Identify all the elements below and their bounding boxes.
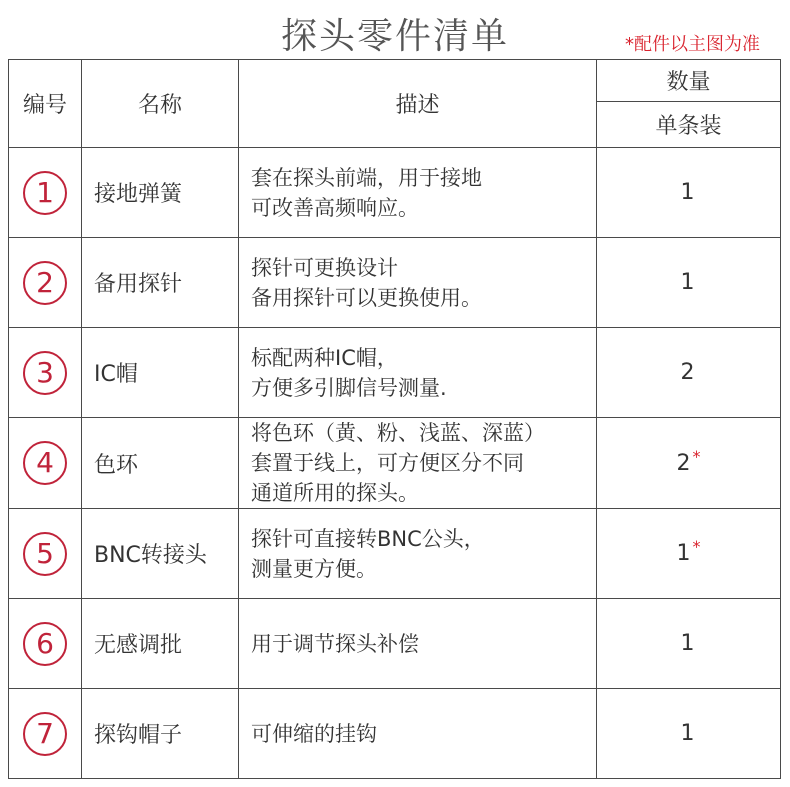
description-line: 方便多引脚信号测量. — [251, 375, 447, 400]
quantity-value: 1 — [680, 631, 695, 656]
table-row — [9, 689, 781, 779]
row-number-badge: 5 — [23, 532, 67, 576]
quantity-value: 1 — [680, 721, 695, 746]
row-number-badge: 4 — [23, 441, 67, 485]
row-number-cell — [9, 599, 82, 689]
row-number-cell — [9, 328, 82, 418]
asterisk-mark: * — [692, 537, 701, 556]
description-line: 探针可直接转BNC公头， — [251, 526, 485, 551]
row-name: 无感调批 — [82, 599, 239, 689]
header-quantity: 数量 — [597, 60, 781, 102]
row-number-cell — [9, 418, 82, 509]
quantity-value: 2 — [676, 450, 691, 476]
row-description — [239, 148, 597, 238]
row-name: BNC转接头 — [82, 509, 239, 599]
table-row — [9, 148, 781, 238]
row-number-cell — [9, 509, 82, 599]
row-description — [239, 328, 597, 418]
row-description — [239, 509, 597, 599]
table-row — [9, 599, 781, 689]
description-line: 测量更方便。 — [251, 556, 377, 581]
row-quantity — [597, 148, 781, 238]
note-text: *配件以主图为准 — [625, 34, 760, 55]
quantity-value: 1 — [676, 541, 691, 566]
row-quantity — [597, 418, 781, 509]
description-line: 可改善高频响应。 — [251, 195, 419, 220]
row-name: 探钩帽子 — [82, 689, 239, 779]
row-number-cell — [9, 689, 82, 779]
parts-table — [8, 59, 781, 779]
quantity-value: 1 — [680, 270, 695, 295]
row-number-badge: 6 — [23, 622, 67, 666]
row-number-badge: 7 — [23, 712, 67, 756]
quantity-value: 1 — [680, 180, 695, 205]
row-number-badge: 2 — [23, 261, 67, 305]
description-line: 套在探头前端，用于接地 — [251, 165, 482, 190]
row-description — [239, 238, 597, 328]
row-number-badge: 1 — [23, 171, 67, 215]
row-description — [239, 418, 597, 509]
table-row — [9, 418, 781, 509]
row-quantity — [597, 599, 781, 689]
row-name: 接地弹簧 — [82, 148, 239, 238]
row-quantity — [597, 509, 781, 599]
row-number-badge: 3 — [23, 351, 67, 395]
table-row — [9, 238, 781, 328]
description-line: 用于调节探头补偿 — [251, 631, 419, 656]
description-line: 套置于线上，可方便区分不同 — [251, 451, 524, 475]
row-name: 色环 — [82, 418, 239, 509]
description-line: 标配两种IC帽， — [251, 345, 398, 370]
page-title: 探头零件清单 — [280, 16, 509, 57]
row-description — [239, 599, 597, 689]
quantity-value: 2 — [680, 360, 695, 385]
table-row — [9, 509, 781, 599]
row-quantity — [597, 689, 781, 779]
description-line: 将色环（黄、粉、浅蓝、深蓝） — [251, 421, 545, 445]
row-number-cell — [9, 238, 82, 328]
header-quantity-sub: 单条装 — [597, 102, 781, 148]
row-quantity — [597, 328, 781, 418]
description-line: 可伸缩的挂钩 — [251, 721, 377, 746]
description-line: 探针可更换设计 — [251, 255, 398, 280]
row-quantity — [597, 238, 781, 328]
row-description — [239, 689, 597, 779]
asterisk-mark: * — [692, 446, 701, 466]
description-line: 备用探针可以更换使用。 — [251, 285, 482, 310]
header-description: 描述 — [239, 60, 597, 148]
header-name: 名称 — [82, 60, 239, 148]
table-row — [9, 328, 781, 418]
description-line: 通道所用的探头。 — [251, 481, 419, 505]
row-name: IC帽 — [82, 328, 239, 418]
row-name: 备用探针 — [82, 238, 239, 328]
row-number-cell — [9, 148, 82, 238]
header-number: 编号 — [9, 60, 82, 148]
